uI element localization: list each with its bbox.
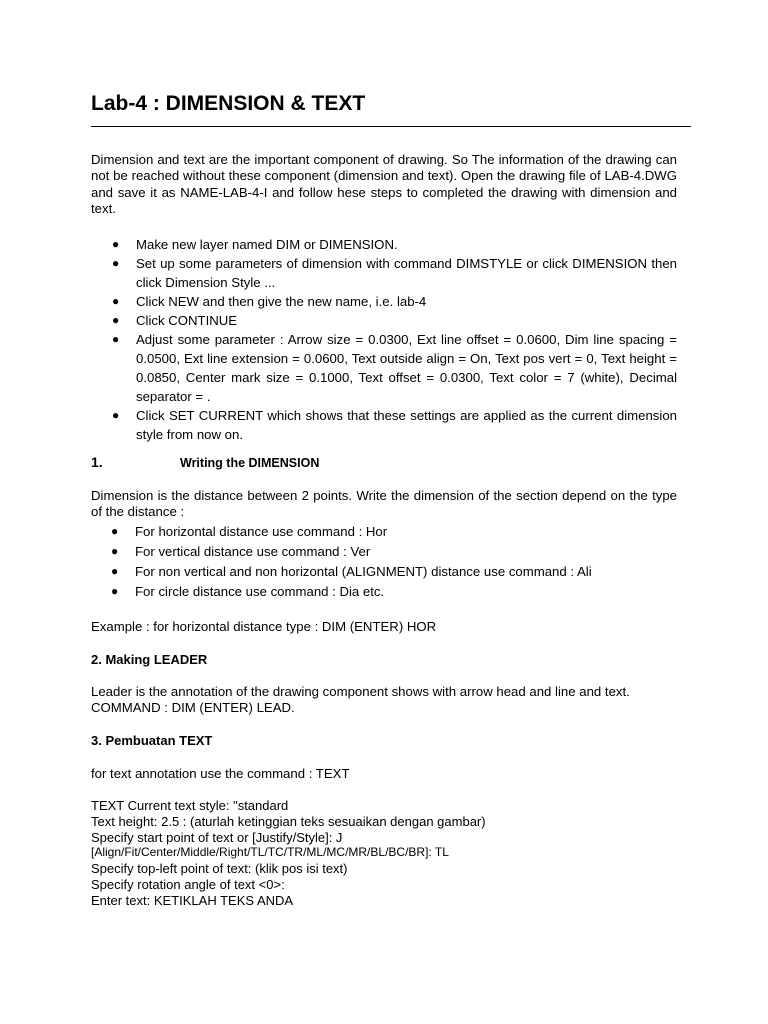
intro-paragraph: Dimension and text are the important component of drawing. So The information of the drawing can not be reached without these component (dimension and text). Open the drawing file of LAB-4.DWG and save it as NAME-LAB-4-I and follow hese steps to completed the drawing with dimension and text. — [91, 152, 677, 217]
section-1-heading — [91, 454, 677, 472]
list-item: ● Make new layer named DIM or DIMENSION. — [112, 237, 398, 252]
bullet-icon: ● — [111, 524, 119, 538]
transcript-line: Text height: 2.5 : (aturlah ketinggian teks sesuaikan dengan gambar) — [91, 813, 486, 829]
list-item: ● For horizontal distance use command : Hor — [111, 524, 388, 539]
section-1-body: Dimension is the distance between 2 points. Write the dimension of the section depend on the type of the distance : — [91, 488, 677, 520]
transcript-line: [Align/Fit/Center/Middle/Right/TL/TC/TR/ML/MC/MR/BL/BC/BR]: TL — [91, 845, 449, 860]
list-item: ● Adjust some parameter : Arrow size = 0.0300, Ext line offset = 0.0600, Dim line spacing = 0.0500, Ext line extension = 0.0600, Text outside align = On, Text pos vert = 0, Text height = 0.0850, Center mark size = 0.1000, Text offset = 0.0300, Text color = 7 (white), Decimal separator = . — [112, 332, 677, 404]
bullet-icon: ● — [112, 294, 120, 308]
bullet-icon: ● — [112, 237, 120, 251]
list-item: ● Set up some parameters of dimension with command DIMSTYLE or click DIMENSION then click Dimension Style ... — [112, 256, 677, 290]
section-3-heading: 3. Pembuatan TEXT — [91, 733, 213, 748]
bullet-icon: ● — [112, 332, 120, 346]
list-item: ● For non vertical and non horizontal (ALIGNMENT) distance use command : Ali — [111, 564, 592, 579]
list-item: ● Click CONTINUE — [112, 313, 238, 328]
section-2-heading: 2. Making LEADER — [91, 652, 208, 667]
list-item: ● Click NEW and then give the new name, i.e. lab-4 — [112, 294, 427, 309]
section-title: Writing the DIMENSION — [180, 456, 320, 470]
transcript-line: Specify top-left point of text: (klik pos isi text) — [91, 861, 348, 877]
bullet-icon: ● — [112, 408, 120, 422]
page-title: Lab-4 : DIMENSION & TEXT — [91, 92, 366, 115]
section-number: 1. — [91, 454, 103, 470]
list-item: ● Click SET CURRENT which shows that these settings are applied as the current dimension style from now on. — [112, 408, 677, 442]
transcript-line: Specify start point of text or [Justify/Style]: J — [91, 829, 343, 845]
transcript-line: Specify rotation angle of text <0>: — [91, 876, 285, 892]
section-2-body: Leader is the annotation of the drawing component shows with arrow head and line and text. COMMAND : DIM (ENTER) LEAD. — [91, 684, 630, 716]
bullet-icon: ● — [111, 544, 119, 558]
bullet-icon: ● — [111, 584, 119, 598]
transcript-line: TEXT Current text style: "standard — [91, 798, 289, 813]
dimension-commands-list — [111, 522, 677, 601]
list-item: ● For circle distance use command : Dia etc. — [111, 584, 385, 599]
transcript-line: Enter text: KETIKLAH TEKS ANDA — [91, 892, 294, 908]
bullet-icon: ● — [112, 313, 120, 327]
setup-steps-list — [112, 235, 677, 444]
text-command-transcript — [91, 798, 677, 909]
bullet-icon: ● — [112, 256, 120, 270]
example-line: Example : for horizontal distance type : DIM (ENTER) HOR — [91, 619, 437, 634]
bullet-icon: ● — [111, 564, 119, 578]
list-item: ● For vertical distance use command : Ver — [111, 544, 371, 559]
title-underline — [91, 126, 691, 127]
section-3-body: for text annotation use the command : TEXT — [91, 766, 350, 781]
